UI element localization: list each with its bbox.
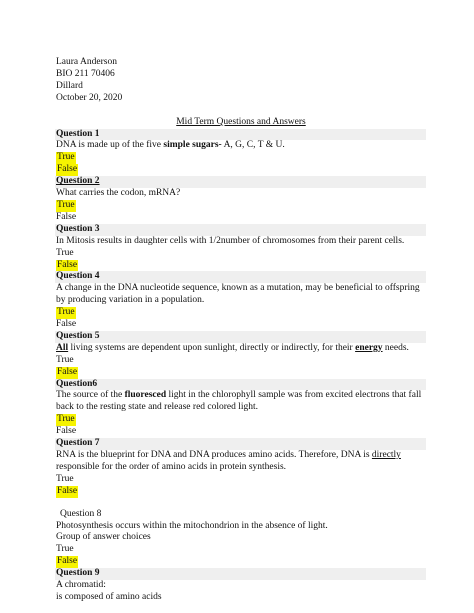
q8-option-false: False (57, 556, 78, 567)
q7-text-a: RNA is the blueprint for DNA and DNA produces amino acids. Therefore, DNA is (56, 450, 372, 460)
q7-text-c: responsible for the order of amino acids in protein synthesis. (56, 461, 287, 472)
question-5-text (56, 343, 426, 355)
q5-text-a: All (56, 342, 69, 353)
question-6-text (56, 390, 426, 414)
q1-text-b: simple sugars- (163, 140, 222, 151)
q6-option-false: False (56, 426, 77, 437)
q7-option-true: True (56, 473, 74, 484)
question-6-label: Question6 (55, 379, 426, 391)
document-title: Mid Term Questions and Answers (176, 116, 306, 127)
document-body (56, 57, 426, 604)
q5-option-true: True (56, 354, 74, 365)
q9-choice-1: is composed of amino acids (56, 591, 162, 602)
student-name: Laura Anderson (56, 57, 117, 67)
question-9-label: Question 9 (55, 568, 426, 580)
q6-text-a: The source of the (56, 390, 125, 401)
q6-text-b: fluoresced (124, 390, 167, 401)
q1-text-c: A, G, C, T & U. (221, 140, 285, 151)
spacer (56, 498, 426, 509)
q8-group-label: Group of answer choices (56, 532, 151, 543)
q3-option-true: True (56, 247, 74, 258)
question-2-label (55, 176, 426, 188)
q8-option-true: True (56, 544, 74, 555)
question-7-label: Question 7 (55, 438, 426, 450)
q1-option-true: True (57, 152, 75, 163)
q7-text-b: directly (371, 450, 401, 460)
document-date: October 20, 2020 (56, 92, 123, 103)
q2-option-false: False (56, 211, 77, 222)
question-1-text (56, 140, 426, 152)
question-3-text: In Mitosis results in daughter cells with 1/2number of chromosomes from their parent cells. (56, 235, 405, 246)
question-9-text: A chromatid: (56, 580, 106, 591)
question-8-text: Photosynthesis occurs within the mitochondrion in the absence of light. (56, 520, 328, 531)
q6-text-c: light in the chlorophyll sample was from excited electrons that fall back to the resting state and release red colored light. (56, 390, 422, 413)
q5-text-c: energy (355, 342, 383, 353)
question-7-text (56, 450, 426, 474)
q1-option-false: False (57, 164, 78, 175)
question-3-label: Question 3 (55, 224, 426, 236)
question-4-text: A change in the DNA nucleotide sequence, known as a mutation, may be beneficial to offspring by producing variation in a population. (56, 283, 420, 306)
question-2-text: What carries the codon, mRNA? (56, 188, 181, 199)
q5-option-false: False (57, 366, 78, 377)
q5-text-d: needs. (382, 342, 409, 353)
question-4-label: Question 4 (55, 271, 426, 283)
question-5-label: Question 5 (55, 331, 426, 343)
q5-text-b: living systems are dependent upon sunlight, directly or indirectly, for their (68, 342, 356, 353)
q1-text-a: DNA is made up of the five (56, 140, 164, 151)
instructor-name: Dillard (56, 80, 83, 91)
q6-option-true: True (57, 414, 75, 425)
q2-label-text: Question 2 (56, 176, 100, 187)
q7-option-false: False (57, 485, 78, 496)
q2-option-true: True (57, 199, 75, 210)
q4-option-false: False (56, 319, 77, 330)
question-1-label: Question 1 (55, 129, 426, 141)
course-code: BIO 211 70406 (56, 68, 115, 79)
question-8-label: Question 8 (60, 508, 102, 519)
q4-option-true: True (57, 307, 75, 318)
q3-option-false: False (57, 259, 78, 270)
